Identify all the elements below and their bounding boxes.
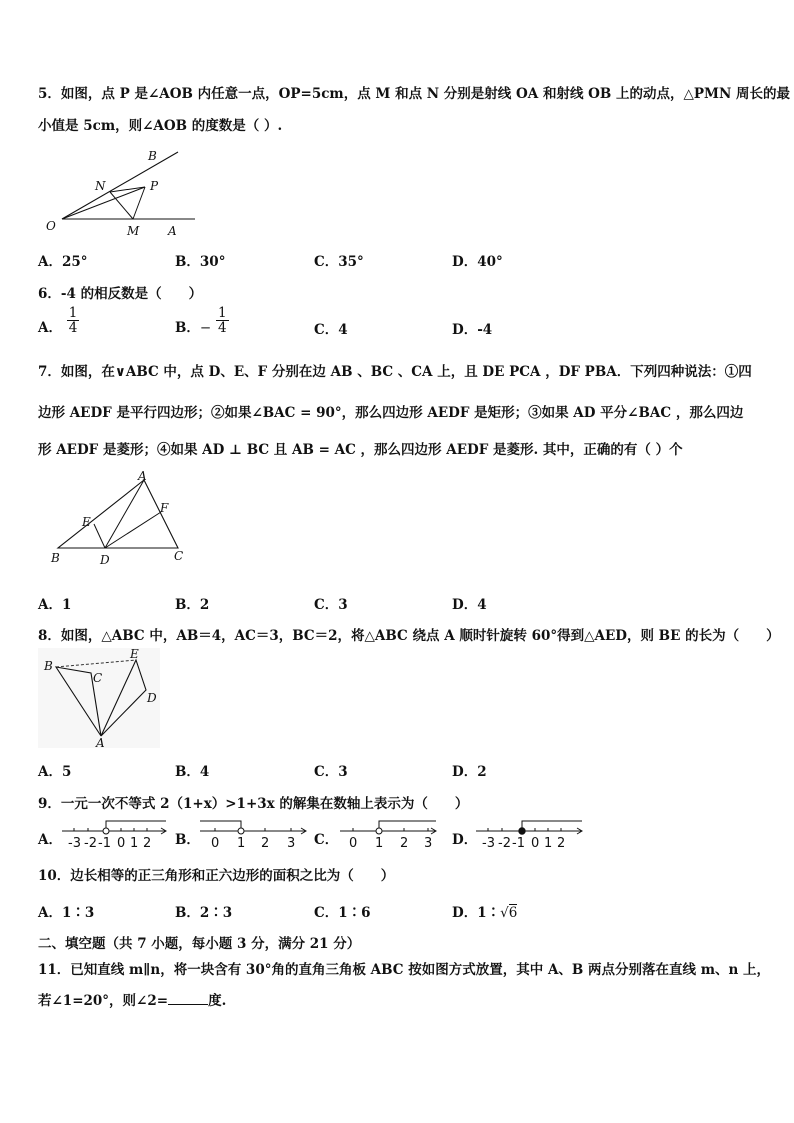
q10-option-d[interactable] <box>452 901 517 921</box>
q5-label-N: N <box>95 179 106 193</box>
q5-label-O: O <box>46 219 56 233</box>
q8-stem: 8．如图，△ABC 中，AB＝4，AC＝3，BC＝2，将△ABC 绕点 A 顺时针旋转 60°得到△AED，则 BE 的长为（ ） <box>38 628 780 644</box>
q9-a-tick-5: 1 <box>130 836 139 850</box>
q6-a-denominator: 4 <box>68 320 78 336</box>
q8-label-D: D <box>147 691 157 705</box>
q9-option-b-label[interactable]: B． <box>175 832 200 848</box>
q5-stem-line2: 小值是 5cm，则∠AOB 的度数是（ ）. <box>38 118 283 134</box>
q9-b-tick-2: 1 <box>237 836 246 850</box>
section2-title: 二、填空题（共 7 小题，每小题 3 分，满分 21 分） <box>38 936 361 952</box>
q5-figure <box>40 146 200 238</box>
q5-option-a[interactable]: A．25° <box>38 254 88 270</box>
q7-option-b[interactable]: B．2 <box>175 597 210 613</box>
q9-numberline-a[interactable] <box>58 818 170 850</box>
q9-a-tick-6: 2 <box>143 836 152 850</box>
q7-label-F: F <box>160 501 169 515</box>
q8-option-a[interactable]: A．5 <box>38 764 72 780</box>
q6-option-b-label: B． <box>175 320 200 336</box>
q6-option-b[interactable] <box>175 305 229 336</box>
q6-a-numerator: 1 <box>68 305 78 321</box>
q9-d-tick-1: -3 <box>482 836 495 850</box>
q11-answer-blank[interactable] <box>168 992 208 1005</box>
q9-d-tick-2: -2 <box>498 836 511 850</box>
q7-option-d[interactable]: D．4 <box>452 597 487 613</box>
q9-b-tick-3: 2 <box>261 836 270 850</box>
q8-label-B: B <box>44 659 53 673</box>
q9-stem: 9．一元一次不等式 2（1+x）>1+3x 的解集在数轴上表示为（ ） <box>38 796 469 812</box>
q7-label-A: A <box>138 470 147 483</box>
q6-b-sign: − <box>199 320 212 336</box>
q9-d-tick-6: 2 <box>557 836 566 850</box>
q5-label-M: M <box>127 224 140 238</box>
q7-label-D: D <box>100 553 110 567</box>
q8-label-A: A <box>96 736 105 748</box>
q9-a-tick-2: -2 <box>84 836 97 850</box>
q5-label-P: P <box>150 179 159 193</box>
q6-b-denominator: 4 <box>217 320 227 336</box>
q6-stem: 6．-4 的相反数是（ ） <box>38 286 203 302</box>
q10-stem: 10．边长相等的正三角形和正六边形的面积之比为（ ） <box>38 868 395 884</box>
q9-a-tick-4: 0 <box>117 836 126 850</box>
q7-label-E: E <box>82 515 91 529</box>
q9-d-tick-5: 1 <box>544 836 553 850</box>
q6-option-c[interactable]: C．4 <box>314 322 348 338</box>
q9-option-d-label[interactable]: D． <box>452 832 478 848</box>
q5-label-A: A <box>168 224 177 238</box>
q11-stem-line2 <box>38 989 226 1009</box>
q9-c-tick-1: 0 <box>349 836 358 850</box>
q8-label-C: C <box>93 671 103 685</box>
sqrt-sign-icon: √ <box>500 905 509 921</box>
q7-stem-line2: 边形 AEDF 是平行四边形；②如果∠BAC = 90°，那么四边形 AEDF 是矩形；③如果 AD 平分∠BAC ，那么四边 <box>38 405 744 421</box>
q8-option-c[interactable]: C．3 <box>314 764 348 780</box>
q9-a-tick-1: -3 <box>68 836 81 850</box>
q6-option-a-label: A． <box>38 320 62 336</box>
q8-label-E: E <box>130 648 139 661</box>
q9-c-tick-4: 3 <box>424 836 433 850</box>
q5-option-c[interactable]: C．35° <box>314 254 364 270</box>
q6-option-a[interactable] <box>38 305 79 336</box>
q8-option-b[interactable]: B．4 <box>175 764 210 780</box>
q11-text-after-blank: 度. <box>208 993 227 1009</box>
q10-option-d-label: D．1∶ <box>452 905 501 921</box>
q9-numberline-b[interactable] <box>196 818 310 850</box>
q8-figure <box>38 648 160 748</box>
q10-option-a[interactable]: A．1∶3 <box>38 905 95 921</box>
q8-option-d[interactable]: D．2 <box>452 764 487 780</box>
q10-option-c[interactable]: C．1∶6 <box>314 905 371 921</box>
q9-c-tick-3: 2 <box>400 836 409 850</box>
q7-figure <box>48 470 198 570</box>
q9-c-tick-2: 1 <box>375 836 384 850</box>
q7-stem-line3: 形 AEDF 是菱形；④如果 AD ⊥ BC 且 AB = AC ，那么四边形 AEDF 是菱形. 其中，正确的有（ ）个 <box>38 442 683 458</box>
q9-b-tick-4: 3 <box>287 836 296 850</box>
q9-numberline-c[interactable] <box>336 818 440 850</box>
q9-b-tick-1: 0 <box>211 836 220 850</box>
q5-label-B: B <box>148 149 157 163</box>
q5-option-d[interactable]: D．40° <box>452 254 503 270</box>
q9-d-tick-4: 0 <box>531 836 540 850</box>
q11-text-before-blank: 若∠1=20°，则∠2= <box>38 993 169 1009</box>
q5-option-b[interactable]: B．30° <box>175 254 226 270</box>
q11-stem-line1: 11．已知直线 m∥n，将一块含有 30°角的直角三角板 ABC 按如图方式放置，其中 A、B 两点分别落在直线 m、n 上， <box>38 962 771 978</box>
q6-b-numerator: 1 <box>217 305 227 321</box>
q7-stem-line1: 7．如图，在∨ABC 中，点 D、E、F 分别在边 AB 、BC 、CA 上，且 DE PCA ，DF PBA．下列四种说法：①四 <box>38 364 752 380</box>
q9-numberline-d[interactable] <box>472 818 586 850</box>
q7-option-c[interactable]: C．3 <box>314 597 348 613</box>
q7-label-B: B <box>51 551 60 565</box>
q9-option-c-label[interactable]: C． <box>314 832 339 848</box>
q7-option-a[interactable]: A．1 <box>38 597 72 613</box>
q9-option-a-label[interactable]: A． <box>38 832 62 848</box>
q9-d-tick-3: -1 <box>512 836 525 850</box>
q5-stem-line1: 5．如图，点 P 是∠AOB 内任意一点，OP=5cm，点 M 和点 N 分别是射线 OA 和射线 OB 上的动点，△PMN 周长的最 <box>38 86 791 102</box>
q10-d-radicand: 6 <box>508 905 518 921</box>
q6-option-d[interactable]: D．-4 <box>452 322 493 338</box>
q10-option-b[interactable]: B．2∶3 <box>175 905 233 921</box>
q7-label-C: C <box>174 549 184 563</box>
q9-a-tick-3: -1 <box>98 836 111 850</box>
